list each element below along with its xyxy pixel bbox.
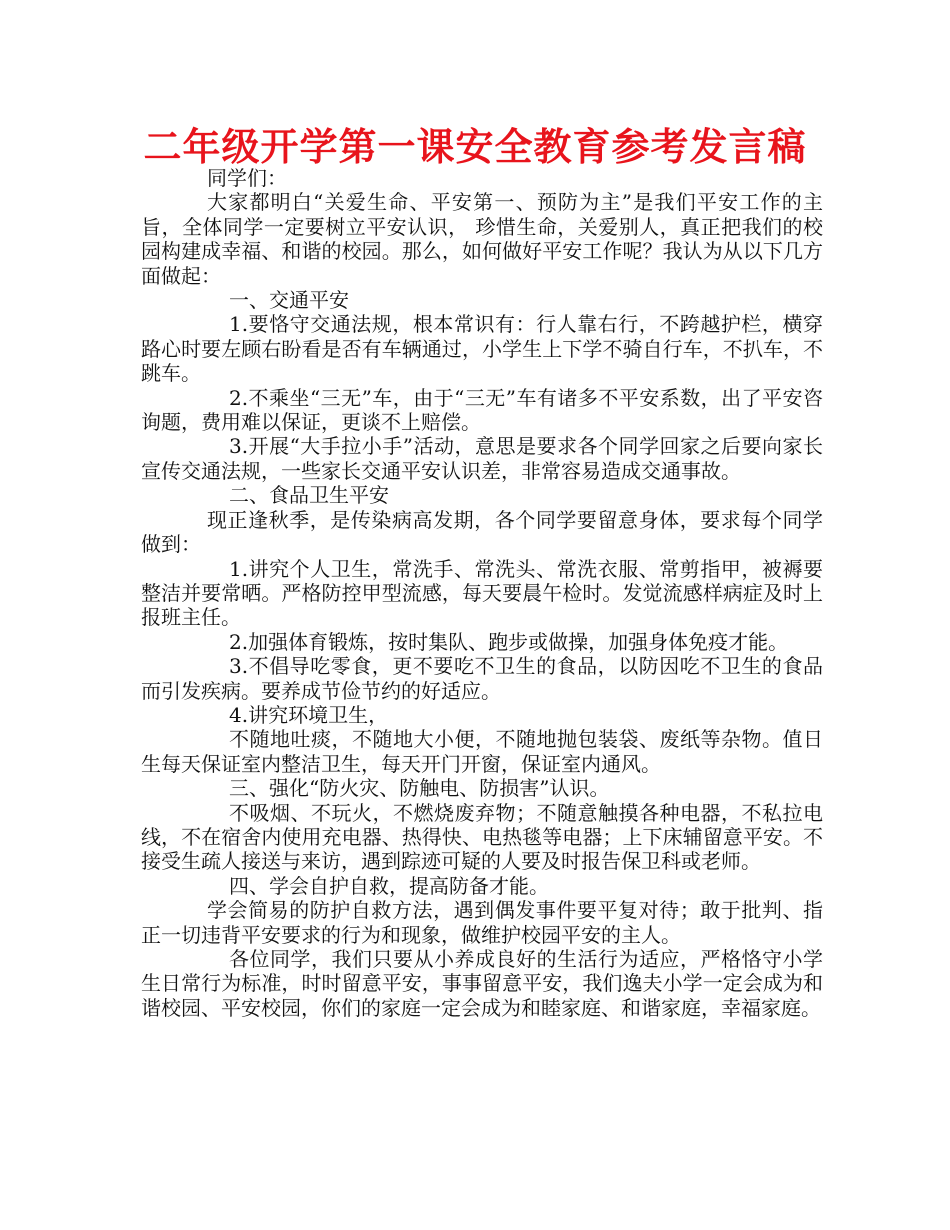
document-body — [141, 166, 823, 1020]
closing-paragraph: 各位同学，我们只要从小养成良好的生活行为适应，严格恪守小学生日常行为标准，时时留意平安，事事留意平安，我们逸夫小学一定会成为和谐校园、平安校园，你们的家庭一定会成为和睦家庭、和谐家庭，幸福家庭。 — [141, 947, 823, 1020]
section-heading-self-rescue: 四、学会自护自救，提高防备才能。 — [229, 873, 549, 898]
food-item-1: 1.讲究个人卫生，常洗手、常洗头、常洗衣服、常剪指甲，被褥要整洁并要常晒。严格防控甲型流感，每天要晨午检时。发觉流感样病症及时上报班主任。 — [141, 556, 823, 630]
food-item-4-detail: 不随地吐痰，不随地大小便，不随地抛包装袋、废纸等杂物。值日生每天保证室内整洁卫生，每天开门开窗，保证室内通风。 — [141, 727, 823, 776]
section-heading-fire: 三、强化“防火灾、防触电、防损害”认识。 — [229, 776, 610, 801]
section-heading-traffic: 一、交通平安 — [229, 288, 349, 313]
food-item-3: 3.不倡导吃零食，更不要吃不卫生的食品，以防因吃不卫生的食品而引发疾病。要养成节俭节约的好适应。 — [141, 654, 823, 703]
food-item-2: 2.加强体育锻炼，按时集队、跑步或做操，加强身体免疫才能。 — [229, 629, 789, 654]
traffic-item-2: 2.不乘坐“三无”车，由于“三无”车有诸多不平安系数，出了平安咨询题，费用难以保证，更谈不上赔偿。 — [141, 385, 823, 435]
document-title: 二年级开学第一课安全教育参考发言稿 — [143, 125, 807, 169]
food-intro-paragraph: 现正逢秋季，是传染病高发期，各个同学要留意身体，要求每个同学做到： — [141, 507, 823, 557]
salutation: 同学们： — [207, 166, 287, 190]
intro-paragraph: 大家都明白“关爱生命、平安第一、预防为主”是我们平安工作的主旨，全体同学一定要树立平安认识， 珍惜生命，关爱别人，真正把我们的校园构建成幸福、和谐的校园。那么，如何做好平安工作呢？我认为从以下几方面做起： — [141, 190, 823, 288]
traffic-item-3: 3.开展“大手拉小手”活动，意思是要求各个同学回家之后要向家长宣传交通法规，一些家长交通平安认识差，非常容易造成交通事故。 — [141, 434, 823, 483]
food-item-4: 4.讲究环境卫生， — [229, 702, 389, 727]
traffic-item-1: 1.要恪守交通法规，根本常识有：行人靠右行，不跨越护栏，横穿路心时要左顾右盼看是否有车辆通过，小学生上下学不骑自行车，不扒车，不跳车。 — [141, 312, 823, 386]
fire-paragraph: 不吸烟、不玩火，不燃烧废弃物；不随意触摸各种电器，不私拉电线，不在宿舍内使用充电器、热得快、电热毯等电器；上下床辅留意平安。不接受生疏人接送与来访，遇到踪迹可疑的人要及时报告保卫科或老师。 — [141, 800, 823, 874]
self-rescue-paragraph: 学会简易的防护自救方法，遇到偶发事件要平复对待；敢于批判、指正一切违背平安要求的行为和现象，做维护校园平安的主人。 — [141, 898, 823, 947]
section-heading-food: 二、食品卫生平安 — [229, 483, 389, 508]
